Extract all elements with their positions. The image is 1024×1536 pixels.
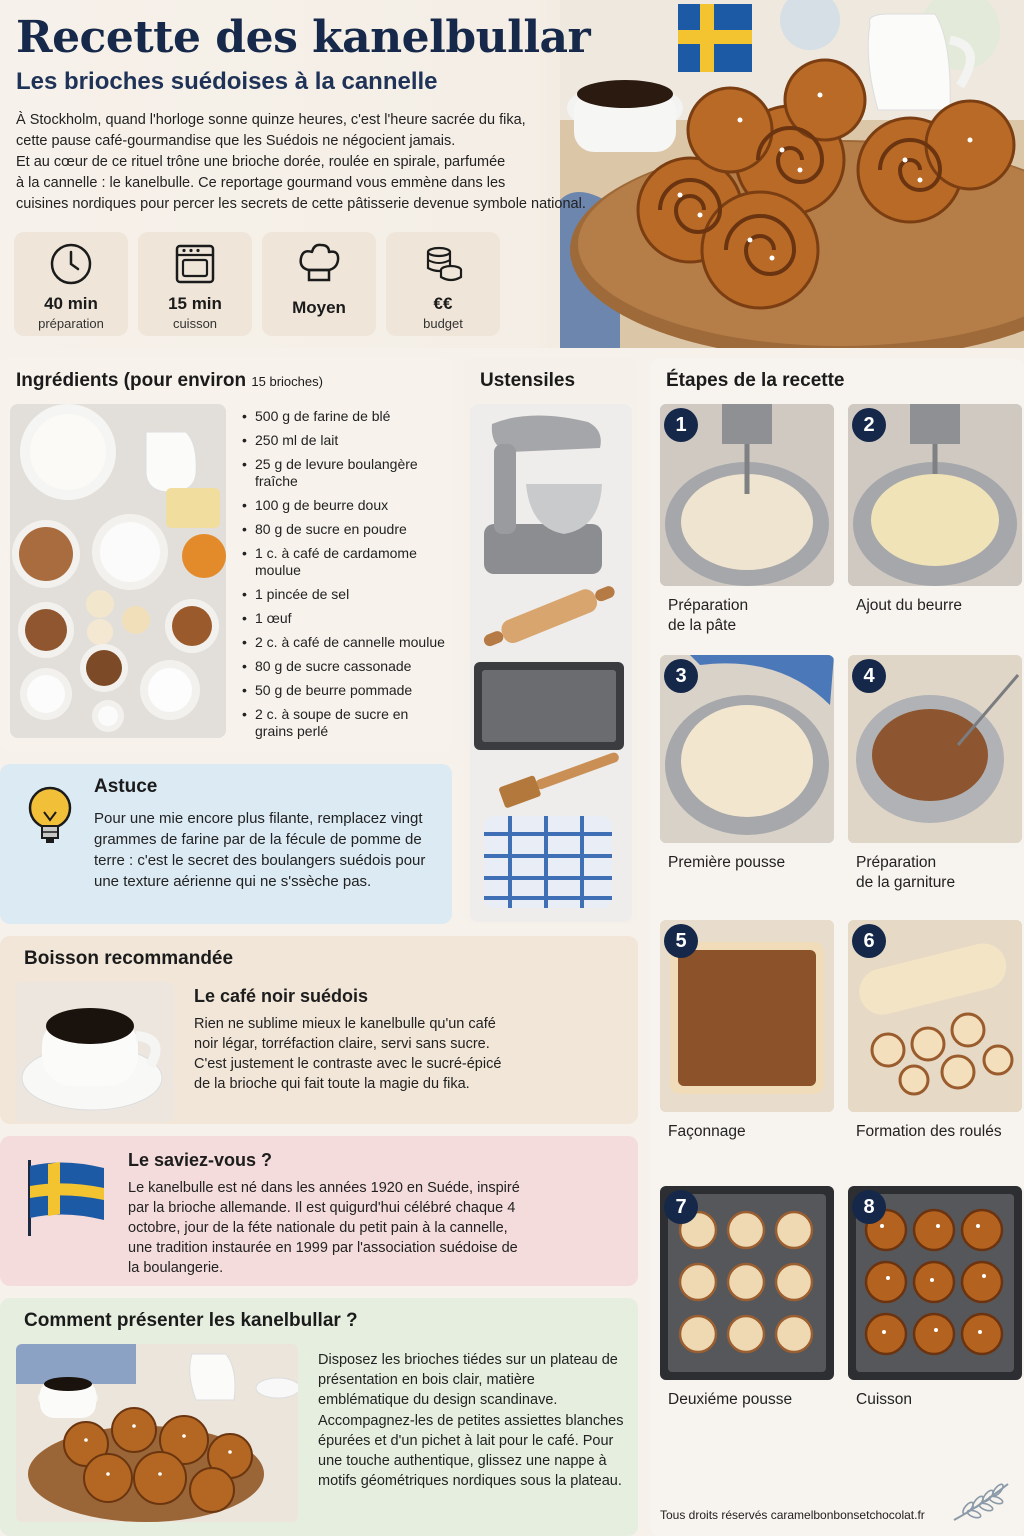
step-number: 3 <box>664 659 698 693</box>
presentation-text: Disposez les brioches tiédes sur un plateau de présentation en bois clair, matière emblématique du design scandinave. Accompagnez-les de petites assiettes blanches épurées et d'un pichet à lait pour le café. Pour une touche authentique, glissez une nappe à motifs géométriques nordiques sous la plateau. <box>318 1352 624 1490</box>
oven-icon <box>171 240 219 288</box>
step-number: 1 <box>664 408 698 442</box>
ingredients-title <box>16 370 323 392</box>
infobox-label: préparation <box>38 316 104 331</box>
list-item: • 2 c. à café de cannelle moulue <box>242 634 448 651</box>
infobox-value: 40 min <box>44 294 98 313</box>
step-label: Préparation de la pâte <box>668 597 749 634</box>
intro-line: cuisines nordiques pour percer les secrets de cette pâtisserie devenue symbole national. <box>16 196 586 212</box>
intro-line: À Stockholm, quand l'horloge sonne quinze heures, c'est l'heure sacrée du fika, <box>16 112 526 128</box>
coins-icon <box>419 240 467 288</box>
copyright-footer: Tous droits réservés caramelbonbonsetchocolat.fr <box>660 1508 925 1522</box>
step-number: 5 <box>664 924 698 958</box>
hero-header <box>0 0 1024 348</box>
infobox-prep-time <box>14 232 128 336</box>
step-card <box>848 920 1022 1142</box>
infobox-value: Moyen <box>292 298 346 317</box>
drink-section-title: Boisson recommandée <box>24 948 234 969</box>
step-number: 2 <box>852 408 886 442</box>
list-item: • 1 pincée de sel <box>242 586 448 603</box>
infobox-value: €€ <box>433 294 453 313</box>
utensils-title: Ustensiles <box>480 370 576 391</box>
list-item: • 25 g de levure boulangère fraîche <box>242 456 448 490</box>
ingredients-panel <box>0 358 452 752</box>
step-number: 8 <box>852 1190 886 1224</box>
ingredients-list <box>242 408 448 747</box>
step-image-baking <box>848 1186 1022 1380</box>
list-item: • 50 g de beurre pommade <box>242 682 448 699</box>
list-item: • 100 g de beurre doux <box>242 497 448 514</box>
list-item: • 1 œuf <box>242 610 448 627</box>
did-you-know-panel <box>0 1136 638 1286</box>
tip-title: Astuce <box>94 776 158 797</box>
step-image-shaping <box>660 920 834 1112</box>
drink-text: Rien ne sublime mieux le kanelbulle qu'un café noir légar, torréfaction claire, servi sans sucre. C'est justement le contraste avec le sucré-épicé de la brioche qui fait toute la magie du fika. <box>194 1016 502 1092</box>
intro-line: Et au cœur de ce rituel trône une brioche dorée, roulée en spirale, parfumée <box>16 154 506 170</box>
recipe-info-row <box>14 232 500 336</box>
list-item: • 2 c. à soupe de sucre en grains perlé <box>242 706 448 740</box>
step-card <box>848 655 1022 893</box>
clock-icon <box>47 240 95 288</box>
tip-panel <box>0 764 452 924</box>
utensils-panel <box>464 358 638 924</box>
step-image-dough-mixing <box>660 404 834 586</box>
step-card <box>848 404 1022 616</box>
step-label: Préparation de la garniture <box>856 854 956 891</box>
coffee-photo <box>16 982 174 1122</box>
ingredients-title-main: Ingrédients (pour environ <box>16 370 247 391</box>
intro-paragraph <box>16 110 596 215</box>
intro-line: à la cannelle : le kanelbulle. Ce reportage gourmand vous emmène dans les <box>16 175 506 191</box>
steps-title: Étapes de la recette <box>666 370 845 391</box>
stand-mixer-image <box>484 415 602 574</box>
page-subtitle: Les brioches suédoises à la cannelle <box>16 68 438 95</box>
step-image-second-rise <box>660 1186 834 1380</box>
step-card <box>660 920 834 1142</box>
hero-photo-kanelbullar <box>560 0 1024 348</box>
step-label: Première pousse <box>668 854 786 871</box>
list-item: • 250 ml de lait <box>242 432 448 449</box>
step-image-first-rise <box>660 655 834 843</box>
list-item: • 80 g de sucre cassonade <box>242 658 448 675</box>
step-number: 4 <box>852 659 886 693</box>
presentation-title: Comment présenter les kanelbullar ? <box>24 1310 358 1331</box>
ingredients-title-count: 15 brioches) <box>251 374 323 389</box>
step-card <box>660 404 834 636</box>
step-card <box>848 1186 1022 1410</box>
did-you-know-title: Le saviez-vous ? <box>128 1150 273 1170</box>
infobox-value: 15 min <box>168 294 222 313</box>
step-image-rolls-forming <box>848 920 1022 1112</box>
list-item: • 80 g de sucre en poudre <box>242 521 448 538</box>
step-label: Façonnage <box>668 1123 746 1140</box>
infobox-budget <box>386 232 500 336</box>
chef-hat-icon <box>295 240 343 288</box>
intro-line: cette pause café-gourmandise que les Suédois ne négocient jamais. <box>16 133 456 149</box>
step-label: Ajout du beurre <box>856 597 962 614</box>
step-image-add-butter <box>848 404 1022 586</box>
leaf-branch-icon <box>950 1480 1012 1524</box>
steps-panel <box>650 358 1024 1536</box>
did-you-know-text: Le kanelbulle est né dans les années 1920 en Suéde, inspiré par la brioche allemande. Il est quigurd'hui célébré chaque 4 octobre, jour de la féte nationale du petit pain à la cannelle, une tradition instaurée en 1999 par l'association suédoise de la boulangerie. <box>128 1180 520 1276</box>
step-card <box>660 655 834 873</box>
list-item: • 500 g de farine de blé <box>242 408 448 425</box>
infobox-label: cuisson <box>172 316 218 331</box>
lightbulb-icon <box>24 782 76 850</box>
list-item: • 1 c. à café de cardamome moulue <box>242 545 448 579</box>
sweden-flag-icon <box>24 1156 108 1236</box>
drink-panel <box>0 936 638 1124</box>
step-number: 7 <box>664 1190 698 1224</box>
presentation-panel <box>0 1298 638 1536</box>
step-number: 6 <box>852 924 886 958</box>
infobox-label: budget <box>423 316 463 331</box>
presentation-photo <box>16 1344 298 1522</box>
utensils-photo <box>470 404 632 922</box>
step-card <box>660 1186 834 1410</box>
step-image-filling <box>848 655 1022 843</box>
infobox-difficulty <box>262 232 376 336</box>
step-label: Cuisson <box>856 1391 912 1408</box>
ingredients-photo <box>10 404 226 738</box>
tip-text: Pour une mie encore plus filante, remplacez vingt grammes de farine par de la fécule de pomme de terre : c'est le secret des boulangers suédois pour une texture aérienne qui ne s'ssèche pas. <box>94 810 426 890</box>
step-label: Formation des roulés <box>856 1123 1002 1140</box>
drink-title: Le café noir suédois <box>194 986 369 1006</box>
step-label: Deuxiéme pousse <box>668 1391 793 1408</box>
infobox-cook-time <box>138 232 252 336</box>
page-title: Recette des kanelbullar <box>16 12 591 63</box>
